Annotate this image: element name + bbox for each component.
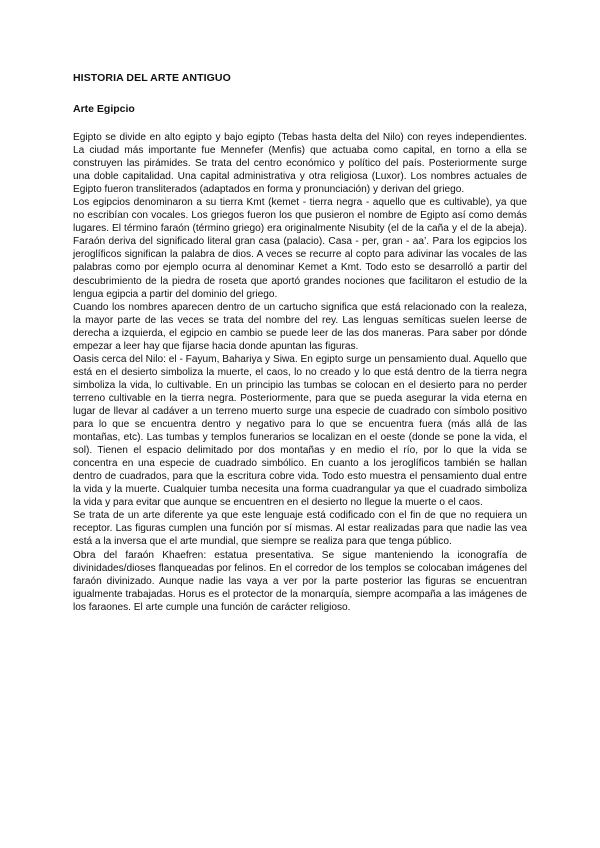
document-body [73,131,527,614]
document-title: HISTORIA DEL ARTE ANTIGUO [73,72,231,84]
paragraph: Los egipcios denominaron a su tierra Kmt (kemet - tierra negra - aquello que es cultivable), ya que no escribían con vocales. Los griegos fueron los que pusieron el nombre de Egipto así como demás lugares. El término faraón (término griego) era originalmente Nisubity (el de la caña y el de la abeja). Faraón deriva del significado literal gran casa (palacio). Casa - per, gran - aa’. Para los egipcios los jeroglíficos significan la palabra de dios. A veces se recurre al copto para adivinar las vocales de las palabras como por ejemplo ocurra al denominar Kemet a Kmt. Todo esto se desarrolló a partir del descubrimiento de la piedra de roseta que aportó grandes nociones que facilitaron el estudio de la lengua egipcia a partir del dominio del griego. [73,197,527,300]
paragraph: Oasis cerca del Nilo: el - Fayum, Bahariya y Siwa. En egipto surge un pensamiento dual. Aquello que está en el desierto simboliza la muerte, el caos, lo no creado y lo que está dentro de la tierra negra simboliza la vida, lo cultivable. En un principio las tumbas se colocan en el desierto para no perder terreno cultivable en la tierra negra. Posteriormente, para que se pueda asegurar la vida eterna en lugar de llevar al cadáver a un terreno muerto surge una especie de cuadrado con símbolo positivo para lo que se encuentra dentro y negativo para lo que se encuentra fuera (más allá de las montañas, etc). Las tumbas y templos funerarios se localizan en el oeste (donde se pone la vida, el sol). Tienen el espacio delimitado por dos montañas y en medio el río, por lo que la vida se concentra en una especie de cuadrado simbólico. En cuanto a los jeroglíficos también se hallan dentro de cuadrados, para que la escritura cobre vida. Todo esto muestra el pensamiento dual entre la vida y la muerte. Cualquier tumba necesita una forma cuadrangular ya que el cuadrado simboliza la vida y para evitar que aunque se encuentren en el desierto no llegue la muerte o el caos. [73,353,527,509]
paragraph: Egipto se divide en alto egipto y bajo egipto (Tebas hasta delta del Nilo) con reyes independientes. La ciudad más importante fue Mennefer (Menfis) que actuaba como capital, en torno a ella se construyen las pirámides. Se trata del centro económico y político del país. Posteriormente surge una doble capitalidad. Una capital administrativa y otra religiosa (Luxor). Los nombres actuales de Egipto fueron transliterados (adaptados en forma y pronunciación) y derivan del griego. [73,132,527,196]
paragraph: Cuando los nombres aparecen dentro de un cartucho significa que está relacionado con la realeza, la mayor parte de las veces se trata del nombre del rey. Las lenguas semíticas suelen leerse de derecha a izquierda, el egipcio en cambio se puede leer de las dos maneras. Para saber por dónde empezar a leer hay que fijarse hacia donde apuntan las figuras. [73,301,527,352]
paragraph: Obra del faraón Khaefren: estatua presentativa. Se sigue manteniendo la iconografía de divinidades/dioses flanqueadas por felinos. En el corredor de los templos se colocaban imágenes del faraón divinizado. Aunque nadie las vaya a ver por la parte posterior las figuras se encuentran igualmente trabajadas. Horus es el protector de la monarquía, siempre acompaña a las imágenes de los faraones. El arte cumple una función de carácter religioso. [73,549,527,613]
paragraph: Se trata de un arte diferente ya que este lenguaje está codificado con el fin de que no requiera un receptor. Las figuras cumplen una función por sí mismas. Al estar realizadas para que nadie las vea está a la inversa que el arte mundial, que siempre se realiza para que tenga público. [73,510,527,548]
section-title: Arte Egipcio [73,103,135,115]
